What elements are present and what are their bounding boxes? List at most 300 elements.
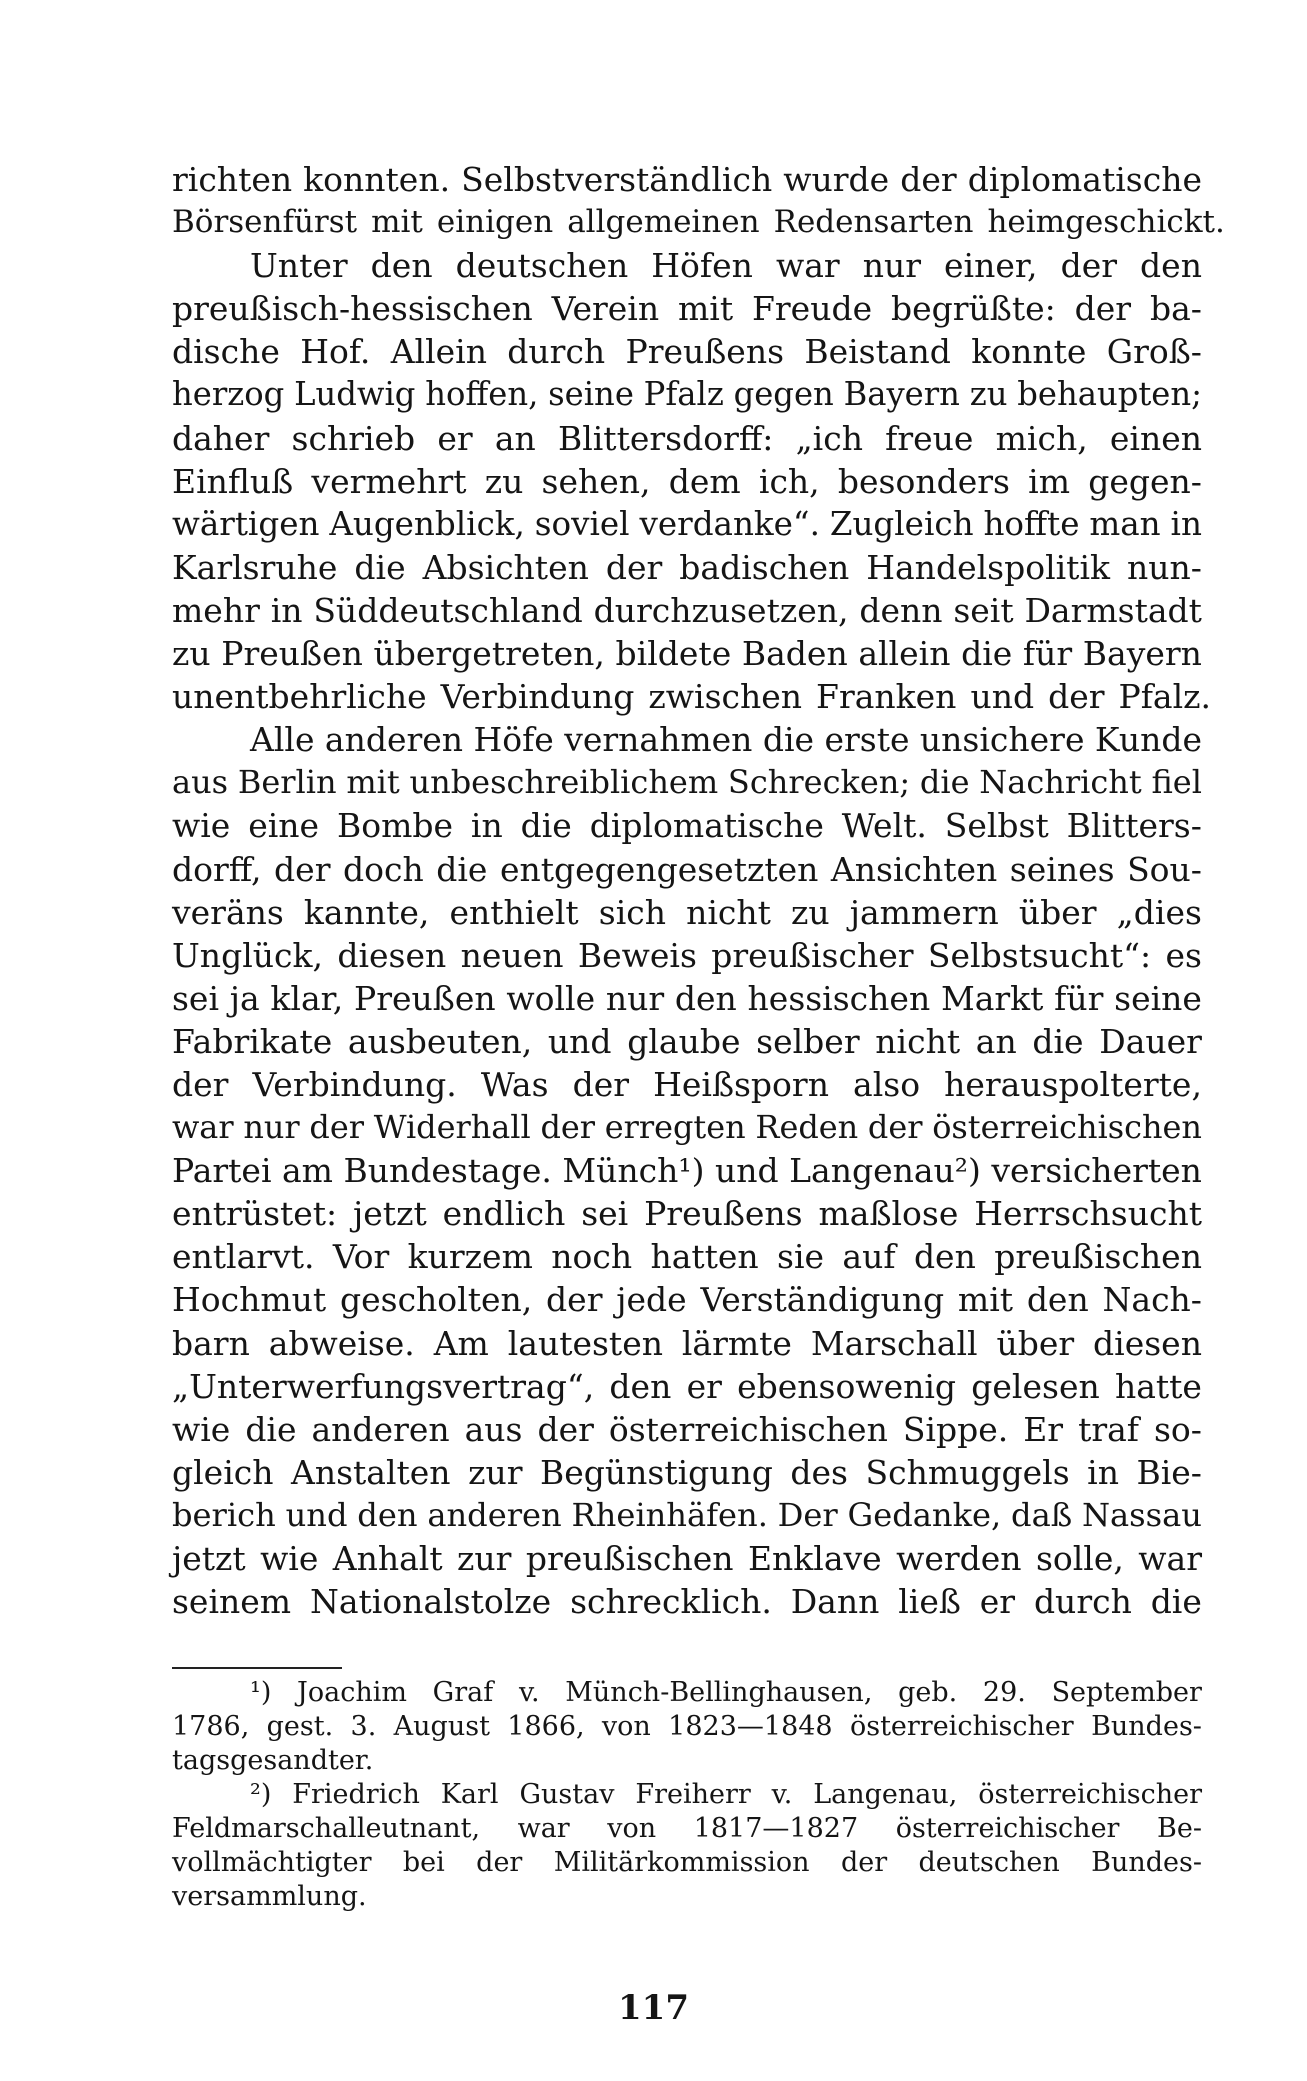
word: für <box>1022 634 1073 674</box>
word: Blitters- <box>1066 806 1202 846</box>
word: er <box>437 418 473 458</box>
word: Preußens <box>625 332 785 372</box>
word: jetzt <box>353 1194 427 1234</box>
word: Absichten <box>422 547 589 587</box>
word: hatten <box>650 1237 759 1277</box>
word: Preußen <box>221 634 363 674</box>
word: 1817—1827 <box>693 1813 859 1844</box>
word: zu <box>791 892 830 932</box>
word: Bayern <box>1082 634 1202 674</box>
word: Alle <box>250 720 315 760</box>
word: Augenblick, <box>329 504 525 543</box>
word: ja <box>229 978 260 1018</box>
word: mich, <box>995 418 1088 458</box>
word: Bayern <box>843 375 960 414</box>
word: Baden <box>741 634 848 674</box>
word: der <box>546 1280 603 1320</box>
word: nur <box>243 1108 300 1147</box>
word: allein <box>858 634 951 674</box>
word: über <box>1018 892 1097 932</box>
word: 1786, <box>172 1711 250 1742</box>
word: Anstalten <box>291 1452 451 1492</box>
word: werden <box>896 1539 1022 1578</box>
footnote-line <box>172 1880 1202 1914</box>
word: ¹) <box>250 1677 272 1708</box>
text-line <box>172 1494 1202 1537</box>
word: anderen <box>324 720 464 760</box>
word: Begünstigung <box>539 1452 773 1492</box>
word: Friedrich <box>292 1779 420 1810</box>
word: einen <box>1109 418 1202 458</box>
text-line <box>172 891 1202 934</box>
word: Beweis <box>577 935 697 975</box>
word: Nach- <box>1102 1280 1202 1320</box>
word: ²) <box>250 1779 272 1810</box>
word: Am <box>433 1323 489 1363</box>
word: Welt. <box>841 806 927 846</box>
word: die <box>961 634 1013 674</box>
text-line <box>172 761 1202 804</box>
word: also <box>853 1064 921 1104</box>
word: Verein <box>551 289 660 329</box>
word: erregten <box>604 1108 746 1147</box>
word: Berlin <box>237 763 337 802</box>
word: August <box>393 1711 490 1742</box>
word: sie <box>777 1237 825 1277</box>
word: richten <box>172 160 293 199</box>
word: Süddeutschland <box>313 590 583 630</box>
text-line <box>172 158 1202 201</box>
word: der <box>309 1108 364 1147</box>
word: preußischen <box>994 1237 1202 1277</box>
word: gleich <box>172 1452 274 1492</box>
word: im <box>1028 461 1071 501</box>
word: Freude <box>752 289 873 329</box>
word: Hof. <box>300 332 371 372</box>
word: lärmte <box>681 1323 792 1363</box>
word: der <box>274 849 331 889</box>
text-line <box>172 1149 1202 1192</box>
word: Enklave <box>747 1539 882 1578</box>
word: Beistand <box>804 332 951 372</box>
word: Handelspolitik <box>866 547 1110 587</box>
word: Feldmarschalleutnant, <box>172 1813 481 1844</box>
word: schrecklich. <box>570 1582 772 1622</box>
word: gescholten, <box>339 1280 533 1320</box>
word: doch <box>343 849 424 889</box>
word: kannte, <box>303 892 430 932</box>
word: an <box>975 1021 1017 1061</box>
word: den <box>609 1366 672 1406</box>
word: aus <box>172 763 229 802</box>
word: und <box>715 1151 779 1191</box>
word: unsichere <box>919 720 1085 760</box>
word: 3. <box>350 1711 377 1742</box>
word: so- <box>1153 1409 1202 1449</box>
word: Ludwig <box>294 375 416 414</box>
word: für <box>1054 978 1104 1018</box>
word: deutschen <box>455 246 629 286</box>
word: besonders <box>837 461 1010 501</box>
word: Karlsruhe <box>172 547 338 587</box>
text-line <box>172 330 1202 373</box>
word: den <box>370 246 433 286</box>
word: jetzt <box>172 1539 246 1578</box>
word: er <box>686 1366 722 1406</box>
word: endlich <box>442 1194 566 1234</box>
word: seinem <box>172 1582 292 1622</box>
word: mit <box>371 204 423 241</box>
word: anderen <box>311 1409 450 1449</box>
word: Gedanke, <box>847 1495 1002 1534</box>
word: zu <box>172 634 211 674</box>
word: die <box>1032 1021 1084 1061</box>
word: Redensarten <box>773 204 974 241</box>
word: Sippe. <box>902 1409 1009 1449</box>
word: gest. <box>266 1711 334 1742</box>
word: bildete <box>615 634 732 674</box>
word: seine <box>548 375 634 414</box>
word: Nationalstolze <box>309 1582 552 1622</box>
word: durch <box>1033 1582 1132 1622</box>
text-line <box>172 848 1202 891</box>
word: 1823—1848 <box>668 1711 833 1742</box>
word: Fabrikate <box>172 1021 333 1061</box>
word: jede <box>616 1280 687 1320</box>
word: Langenau²) <box>789 1151 981 1191</box>
word: Schmuggels <box>865 1452 1070 1492</box>
word: versicherten <box>991 1151 1202 1191</box>
word: abweise. <box>268 1323 415 1363</box>
word: die <box>436 849 488 889</box>
text-line <box>172 632 1202 675</box>
word: diesen <box>1093 1323 1202 1363</box>
footnote-line <box>172 1744 1202 1778</box>
word: in <box>470 806 503 846</box>
word: Schrecken; <box>727 763 911 802</box>
text-line <box>172 1020 1202 1063</box>
word: nicht <box>686 892 771 932</box>
word: begrüßte: <box>891 289 1056 329</box>
word: preußischer <box>711 935 914 975</box>
word: auf <box>842 1237 896 1277</box>
word: Pfalz. <box>1118 677 1212 717</box>
word: Verbindung. <box>252 1064 457 1104</box>
word: Marschall <box>810 1323 978 1363</box>
word: in <box>270 590 303 630</box>
word: diplomatische <box>589 806 824 846</box>
word: traf <box>1078 1409 1139 1449</box>
word: 1866, <box>507 1711 585 1742</box>
word: Ansichten <box>830 849 998 889</box>
word: Be- <box>1157 1813 1202 1844</box>
word: der <box>1048 677 1105 717</box>
word: Reden <box>755 1108 859 1147</box>
text-line <box>172 804 1202 847</box>
word: lautesten <box>507 1323 663 1363</box>
word: österreichischer <box>895 1813 1120 1844</box>
word: mit <box>678 289 734 329</box>
word: zur <box>457 1539 512 1578</box>
word: einigen <box>436 204 554 241</box>
word: die <box>520 806 572 846</box>
word: Bombe <box>336 806 454 846</box>
word: unentbehrliche <box>172 677 427 717</box>
word: Sou- <box>1127 849 1202 889</box>
text-line <box>172 1063 1202 1106</box>
text-line <box>172 1106 1202 1149</box>
word: barn <box>172 1323 250 1363</box>
word: v. <box>771 1779 793 1810</box>
word: Bundestage. <box>343 1151 552 1191</box>
word: Einfluß <box>172 461 294 501</box>
word: man <box>1089 504 1161 543</box>
word: Münch¹) <box>562 1151 705 1191</box>
word: anderen <box>427 1495 562 1534</box>
word: Verbindung <box>440 677 635 717</box>
text-line <box>172 460 1202 503</box>
word: es <box>1165 935 1202 975</box>
word: Langenau, <box>813 1779 958 1810</box>
word: Anhalt <box>332 1539 443 1578</box>
word: klar, <box>270 978 344 1018</box>
word: hatte <box>1114 1366 1202 1406</box>
word: vernahmen <box>564 720 753 760</box>
word: Gustav <box>519 1779 615 1810</box>
word: Karl <box>440 1779 499 1810</box>
text-line <box>172 1192 1202 1235</box>
word: Franken <box>816 677 957 717</box>
word: glaube <box>627 1021 741 1061</box>
word: deutschen <box>918 1847 1060 1878</box>
word: preußisch-hessischen <box>172 289 533 329</box>
word: seit <box>953 590 1014 630</box>
word: übergetreten, <box>373 634 605 674</box>
word: Widerhall <box>373 1108 531 1147</box>
word: den <box>357 1495 418 1534</box>
word: und <box>547 1021 612 1061</box>
footnotes <box>172 1676 1202 1914</box>
text-line <box>172 1322 1202 1365</box>
text-line <box>172 1451 1202 1494</box>
text-line <box>172 503 1202 546</box>
word: Unglück, <box>172 935 323 975</box>
word: „Unterwerfungsvertrag“, <box>172 1366 595 1406</box>
word: ausbeuten, <box>347 1021 533 1061</box>
word: eine <box>248 806 320 846</box>
word: war <box>517 1813 570 1844</box>
word: Höfen <box>651 246 753 286</box>
word: Unter <box>250 246 348 286</box>
word: über <box>996 1323 1075 1363</box>
word: freue <box>885 418 974 458</box>
word: hoffen, <box>425 375 539 414</box>
word: nicht <box>875 1021 961 1061</box>
word: gegen <box>733 375 834 414</box>
word: diesen <box>337 935 447 975</box>
word: Selbstsucht“: <box>927 935 1152 975</box>
word: Bie- <box>1136 1452 1202 1492</box>
text-line <box>172 1278 1202 1321</box>
word: Darmstadt <box>1024 590 1202 630</box>
word: „ich <box>795 418 863 458</box>
word: versammlung. <box>172 1881 367 1912</box>
word: in <box>1087 1452 1119 1492</box>
word: die <box>1150 1582 1202 1622</box>
word: der <box>476 1847 523 1878</box>
word: zu <box>969 375 1008 414</box>
word: durchzusetzen, <box>593 590 849 630</box>
word: September <box>1051 1677 1202 1708</box>
word: durch <box>507 332 606 372</box>
word: Dauer <box>1099 1021 1202 1061</box>
word: aus <box>464 1409 523 1449</box>
word: der <box>172 1064 229 1104</box>
word: ba- <box>1149 289 1202 329</box>
word: am <box>282 1151 333 1191</box>
word: Allein <box>390 332 487 372</box>
word: der <box>900 160 957 199</box>
word: mit <box>346 763 400 802</box>
word: daher <box>172 418 270 458</box>
word: Nachricht <box>979 763 1142 802</box>
word: Kunde <box>1094 720 1202 760</box>
word: Er <box>1023 1409 1064 1449</box>
text-line <box>172 417 1202 460</box>
text-line <box>172 244 1202 287</box>
text-line <box>172 675 1212 718</box>
word: berich <box>172 1495 276 1534</box>
word: ebensowenig <box>737 1366 957 1406</box>
word: in <box>1170 504 1202 543</box>
text-line <box>172 977 1202 1020</box>
word: Hochmut <box>172 1280 327 1320</box>
word: Blittersdorff: <box>557 418 774 458</box>
word: wie <box>260 1539 319 1578</box>
word: entlarvt. <box>172 1237 315 1277</box>
word: dem <box>668 461 741 501</box>
word: Freiherr <box>635 1779 751 1810</box>
word: vollmächtigter <box>172 1847 372 1878</box>
word: bei <box>402 1847 445 1878</box>
word: die <box>354 547 406 587</box>
word: Selbst <box>944 806 1049 846</box>
word: unbeschreiblichem <box>409 763 719 802</box>
word: österreichischen <box>932 1108 1202 1147</box>
word: österreichischen <box>608 1409 888 1449</box>
footnote-rule <box>172 1667 342 1669</box>
word: entrüstet: <box>172 1194 338 1234</box>
word: ließ <box>898 1582 961 1622</box>
word: den <box>1026 1280 1089 1320</box>
word: Dann <box>790 1582 880 1622</box>
word: wärtigen <box>172 504 320 543</box>
word: Nassau <box>1081 1495 1202 1534</box>
word: und <box>970 677 1035 717</box>
word: der <box>1060 246 1118 286</box>
word: daß <box>1011 1495 1073 1534</box>
word: Preußen <box>354 978 496 1018</box>
word: sei <box>172 978 220 1018</box>
word: Preußens <box>644 1194 803 1234</box>
word: gelesen <box>971 1366 1100 1406</box>
word: von <box>601 1711 651 1742</box>
word: jammern <box>849 892 999 932</box>
footnote-line <box>172 1846 1202 1880</box>
word: soviel <box>534 504 630 543</box>
text-line <box>172 589 1202 632</box>
word: allgemeinen <box>567 204 760 241</box>
word: Markt <box>940 978 1044 1018</box>
word: Münch-Bellinghausen, <box>565 1677 873 1708</box>
footnote-line <box>172 1778 1202 1812</box>
word: zwischen <box>648 677 803 717</box>
word: der <box>572 1064 630 1104</box>
word: preußischen <box>525 1539 734 1578</box>
word: der <box>1074 289 1132 329</box>
word: maßlose <box>818 1194 959 1234</box>
word: wie <box>172 806 231 846</box>
word: er <box>979 1582 1016 1622</box>
word: war <box>1138 1539 1202 1578</box>
word: dische <box>172 332 280 372</box>
word: mehr <box>172 590 260 630</box>
word: „dies <box>1116 892 1202 932</box>
word: die <box>762 720 815 760</box>
word: war <box>172 1108 234 1147</box>
word: wurde <box>783 160 890 199</box>
word: seine <box>1114 978 1202 1018</box>
word: Rheinhäfen. <box>571 1495 768 1534</box>
word: seines <box>1009 849 1115 889</box>
word: v. <box>518 1677 540 1708</box>
word: der <box>540 1108 595 1147</box>
word: Selbstverständlich <box>461 160 773 199</box>
text-line <box>172 934 1202 977</box>
word: konnte <box>971 332 1087 372</box>
word: Partei <box>172 1151 272 1191</box>
word: mit <box>957 1280 1014 1320</box>
word: herzog <box>172 375 285 414</box>
word: Graf <box>432 1677 494 1708</box>
word: dorff, <box>172 849 262 889</box>
word: tagsgesandter. <box>172 1745 374 1776</box>
word: von <box>607 1813 657 1844</box>
word: die <box>919 763 970 802</box>
text-line <box>172 373 1202 416</box>
word: zur <box>468 1452 523 1492</box>
body-text <box>172 158 1225 1623</box>
word: Pfalz <box>643 375 724 414</box>
word: hoffte <box>983 504 1080 543</box>
word: die <box>245 1409 297 1449</box>
word: einer, <box>944 246 1038 286</box>
word: nur <box>862 246 921 286</box>
word: war <box>775 246 840 286</box>
word: konnten. <box>303 160 451 199</box>
word: österreichischer <box>978 1779 1202 1810</box>
word: entgegengesetzten <box>499 849 819 889</box>
word: solle, <box>1035 1539 1124 1578</box>
word: an <box>494 418 536 458</box>
word: Der <box>777 1495 838 1534</box>
word: Verständigung <box>700 1280 945 1320</box>
word: und <box>285 1495 348 1534</box>
word: fiel <box>1151 763 1202 802</box>
word: sich <box>598 892 666 932</box>
word: verdanke“. <box>639 504 820 543</box>
word: zu <box>484 461 524 501</box>
